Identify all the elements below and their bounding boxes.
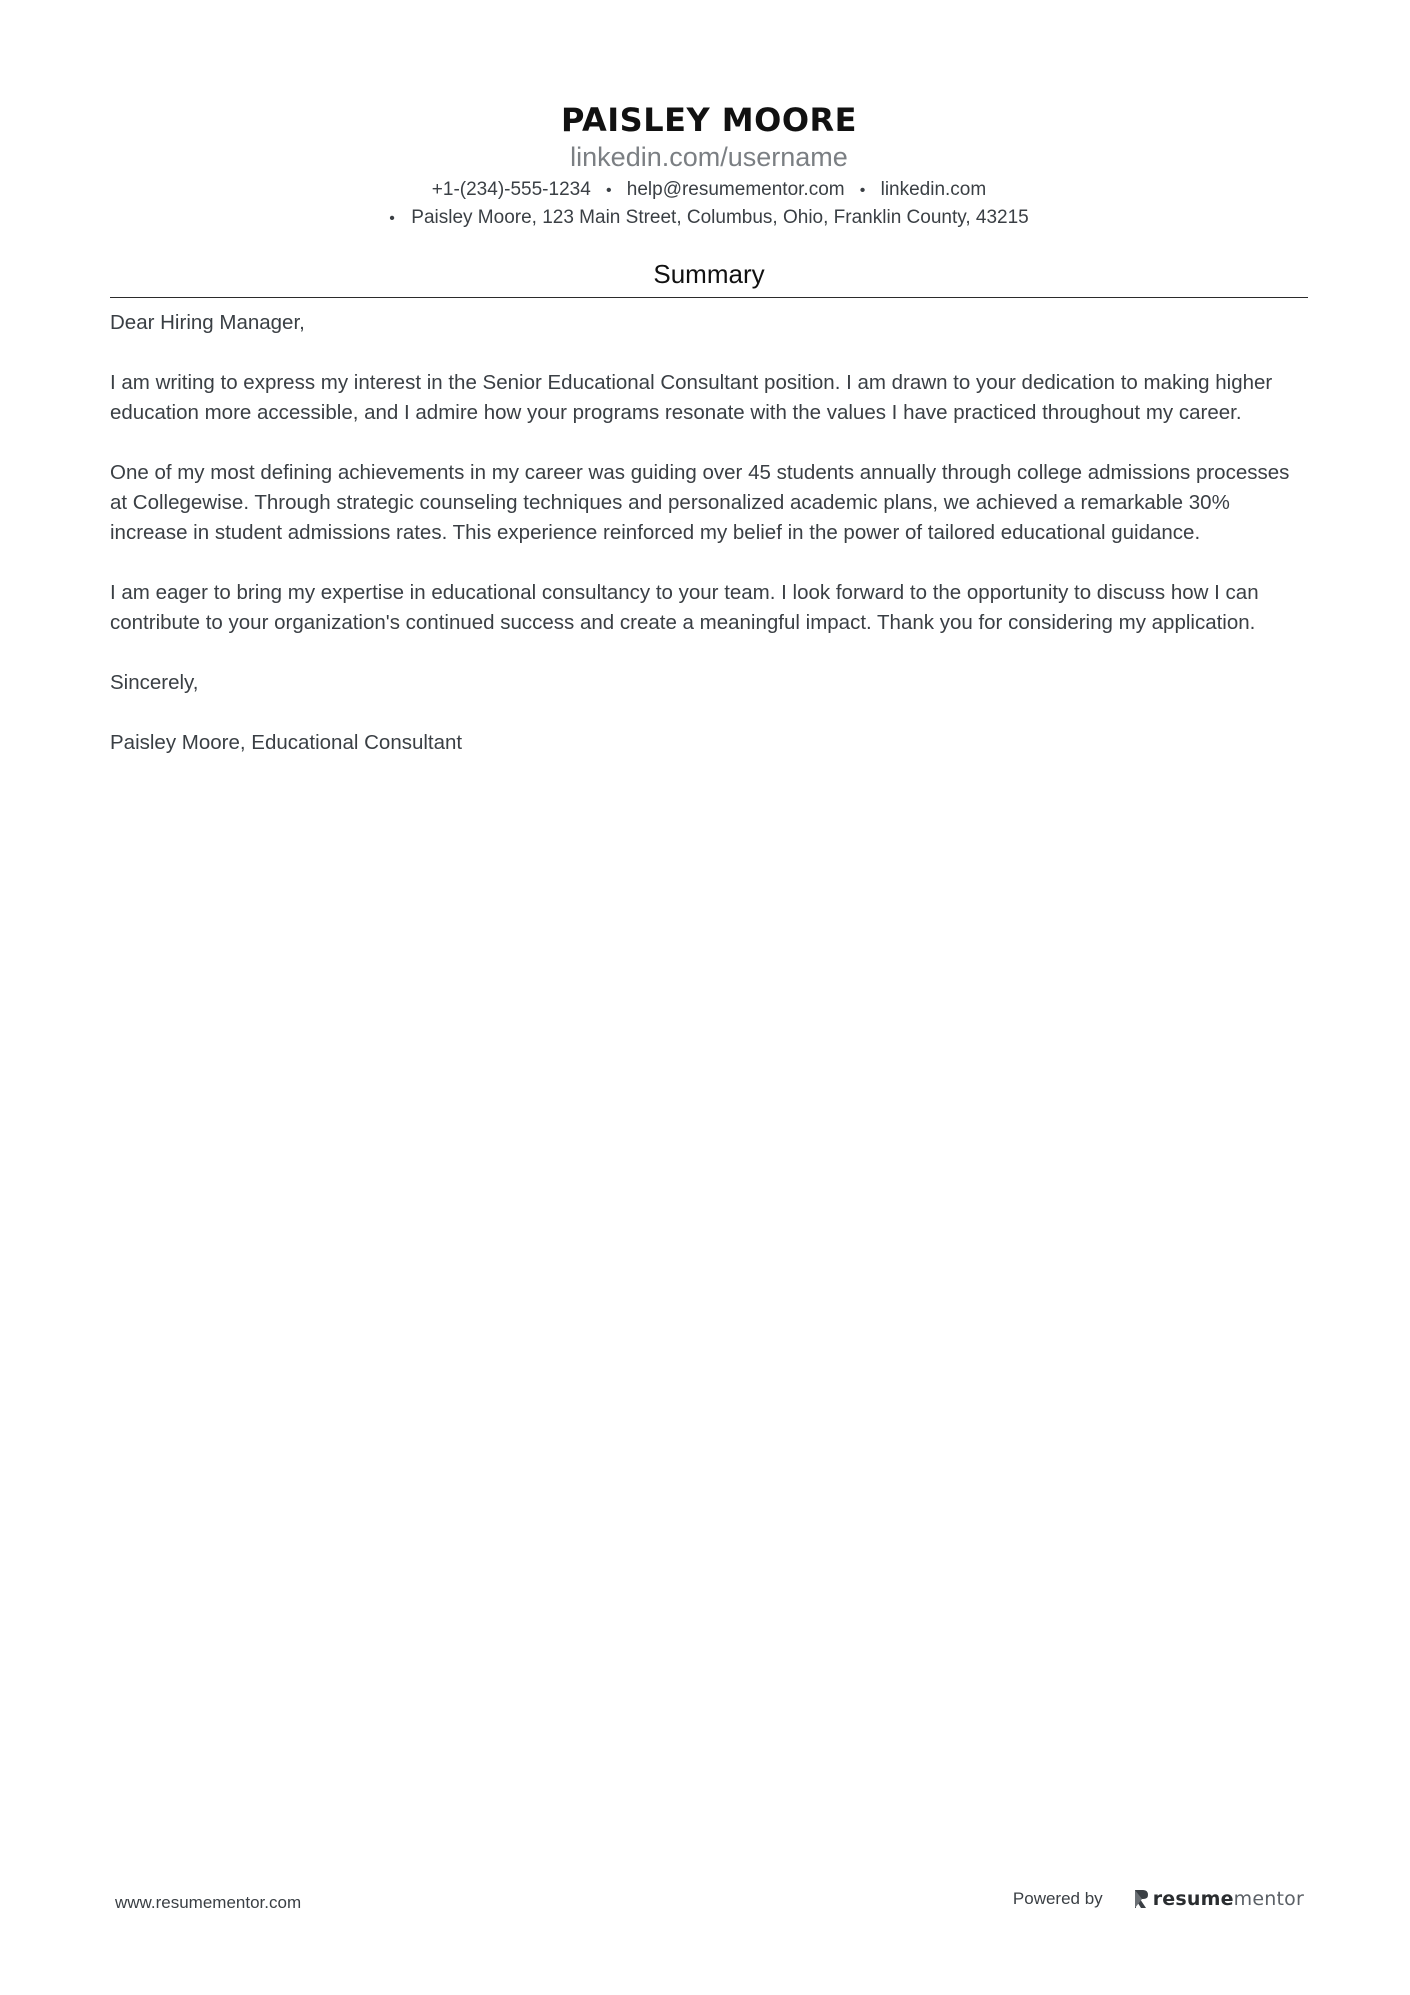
section-title: Summary xyxy=(653,259,765,289)
subtitle-link[interactable]: linkedin.com/username xyxy=(570,142,848,172)
logo-text-bold: resume xyxy=(1152,1888,1234,1910)
email[interactable]: help@resumementor.com xyxy=(626,179,845,200)
footer-branding xyxy=(1013,1888,1304,1910)
paragraph-2: One of my most defining achievements in my career was guiding over 45 students annually through college admissions processes at Collegewise. Through strategic counseling techniques and personalized academic plans, we achieved a remarkable 30% increase in student admissions rates. This experience reinforced my belief in the power of tailored educational guidance. xyxy=(110,461,1290,544)
resumementor-logo-icon xyxy=(1133,1889,1149,1909)
paragraph-1: I am writing to express my interest in the Senior Educational Consultant position. I am drawn to your dedication to making higher education more accessible, and I admire how your programs resonate with the values I have practiced throughout my career. xyxy=(110,371,1273,424)
contact-row xyxy=(110,176,1308,204)
closing: Sincerely, xyxy=(110,671,199,694)
header xyxy=(110,100,1308,232)
section-divider xyxy=(110,297,1308,298)
phone[interactable]: +1-(234)-555-1234 xyxy=(431,179,591,200)
address-row xyxy=(110,204,1308,232)
greeting: Dear Hiring Manager, xyxy=(110,311,305,334)
letter-body xyxy=(110,308,1310,788)
paragraph-3: I am eager to bring my expertise in educational consultancy to your team. I look forward to the opportunity to discuss how I can contribute to your organization's continued success and create a meaningful impact. Thank you for considering my application. xyxy=(110,581,1259,634)
logo-text-light: mentor xyxy=(1233,1888,1304,1910)
separator-bullet: • xyxy=(605,182,612,199)
address: Paisley Moore, 123 Main Street, Columbus, Ohio, Franklin County, 43215 xyxy=(411,207,1029,228)
footer-website[interactable]: www.resumementor.com xyxy=(115,1893,302,1912)
address-bullet: • xyxy=(389,210,395,227)
candidate-name: PAISLEY MOORE xyxy=(560,101,858,139)
separator-bullet: • xyxy=(859,182,866,199)
resumementor-logo-text[interactable] xyxy=(1153,1888,1304,1910)
linkedin[interactable]: linkedin.com xyxy=(880,179,987,200)
powered-by-label: Powered by xyxy=(1012,1889,1103,1908)
signature: Paisley Moore, Educational Consultant xyxy=(110,731,463,754)
